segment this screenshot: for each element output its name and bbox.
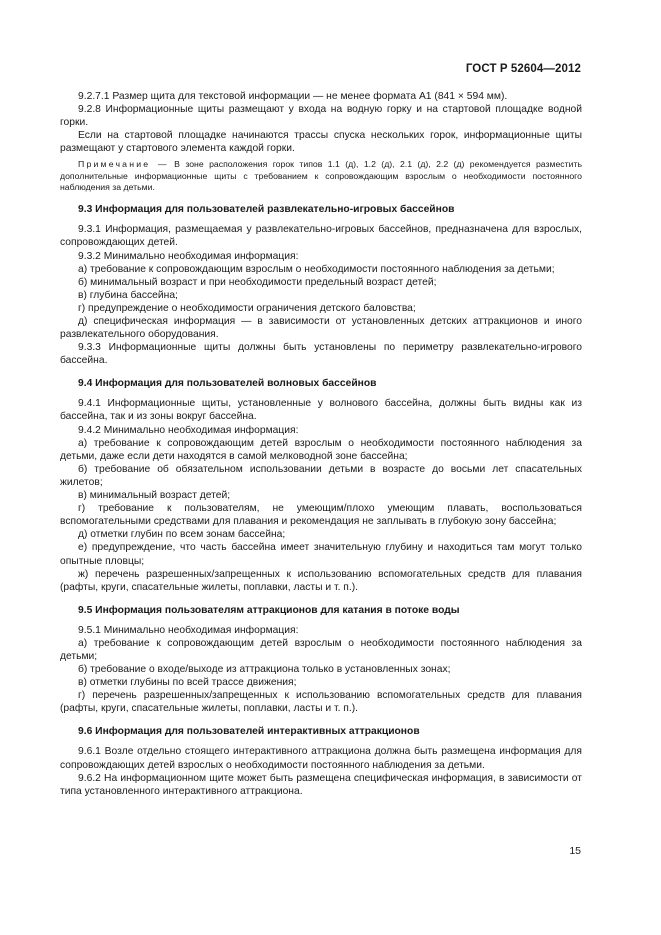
list-item: г) требование к пользователям, не умеющим/плохо умеющим плавать, воспользоваться вспомогательными средствами для плавания и рекомендация не заплывать в глубокую зону бассейна; <box>60 503 582 528</box>
list-item: б) минимальный возраст и при необходимости предельный возраст детей; <box>78 276 437 288</box>
paragraph: 9.6.2 На информационном щите может быть размещена специфическая информация, в зависимости от типа установленного интерактивного аттракциона. <box>60 772 582 797</box>
paragraph: 9.3.2 Минимально необходимая информация: <box>78 250 299 262</box>
standard-id: ГОСТ Р 52604—2012 <box>465 63 581 75</box>
list-item: а) требование к сопровождающим взрослым о необходимости постоянного наблюдения за детьми; <box>78 263 555 275</box>
note-lead: Примечание — <box>78 159 169 170</box>
paragraph: 9.5.1 Минимально необходимая информация: <box>78 624 299 636</box>
paragraph: 9.4.2 Минимально необходимая информация: <box>78 424 299 436</box>
paragraph: 9.4.1 Информационные щиты, установленные у волнового бассейна, должны быть видны как из бассейна, так и из зоны вокруг бассейна. <box>60 398 582 423</box>
document-body <box>60 90 582 798</box>
list-item: б) требование об обязательном использовании детьми в возрасте до восьми лет спасательных жилетов; <box>60 463 582 488</box>
paragraph: 9.3.3 Информационные щиты должны быть установлены по периметру развлекательно-игрового бассейна. <box>60 342 582 367</box>
note <box>60 159 582 193</box>
paragraph: 9.3.1 Информация, размещаемая у развлекательно-игровых бассейнов, предназначена для взрослых, сопровождающих детей. <box>60 224 582 249</box>
list-item: г) предупреждение о необходимости ограничения детского баловства; <box>78 302 416 314</box>
list-item: б) требование о входе/выходе из аттракциона только в установленных зонах; <box>78 664 451 676</box>
page-number: 15 <box>569 845 581 857</box>
list-item: г) перечень разрешенных/запрещенных к использованию вспомогательных средств для плавания (рафты, круги, спасательные жилеты, поплавки, ласты и т. п.). <box>60 690 582 715</box>
paragraph: Если на стартовой площадке начинаются трассы спуска нескольких горок, информационные щиты размещают у стартового элемента каждой горки. <box>60 130 582 155</box>
section-heading: 9.5 Информация пользователям аттракционов для катания в потоке воды <box>78 604 460 616</box>
list-item: д) специфическая информация — в зависимости от установленных детских аттракционов и иного развлекательного оборудования. <box>60 316 582 341</box>
section-heading: 9.3 Информация для пользователей развлекательно-игровых бассейнов <box>78 204 455 216</box>
section-heading: 9.6 Информация для пользователей интерактивных аттракционов <box>78 726 420 738</box>
paragraph: 9.6.1 Возле отдельно стоящего интерактивного аттракциона должна быть размещена информация для сопровождающих детей взрослых о необходимости постоянного наблюдения за детьми. <box>60 746 582 771</box>
list-item: в) глубина бассейна; <box>78 289 178 301</box>
list-item: е) предупреждение, что часть бассейна имеет значительную глубину и находиться там могут только опытные пловцы; <box>60 542 582 567</box>
list-item: д) отметки глубин по всем зонам бассейна; <box>78 529 286 541</box>
list-item: ж) перечень разрешенных/запрещенных к использованию вспомогательных средств для плавания (рафты, круги, спасательные жилеты, поплавки, ласты и т. п.). <box>60 568 582 593</box>
paragraph: 9.2.8 Информационные щиты размещают у входа на водную горку и на стартовой площадке водной горки. <box>60 104 582 129</box>
list-item: в) минимальный возраст детей; <box>78 490 231 502</box>
list-item: в) отметки глубины по всей трассе движения; <box>78 677 297 689</box>
section-heading: 9.4 Информация для пользователей волновых бассейнов <box>78 378 377 390</box>
note-text: В зоне расположения горок типов 1.1 (д), 1.2 (д), 2.1 (д), 2.2 (д) рекомендуется разместить дополнительные информационные щиты с требованием к сопровождающим взрослым о необходимости постоянного наблюдения за детьми. <box>60 159 582 193</box>
list-item: а) требование к сопровождающим детей взрослым о необходимости постоянного наблюдения за детьми; <box>60 637 582 662</box>
list-item: а) требование к сопровождающим детей взрослым о необходимости постоянного наблюдения за детьми, даже если дети находятся в самой мелководной зоне бассейна; <box>60 437 582 462</box>
paragraph: 9.2.7.1 Размер щита для текстовой информации — не менее формата А1 (841 × 594 мм). <box>78 91 508 102</box>
